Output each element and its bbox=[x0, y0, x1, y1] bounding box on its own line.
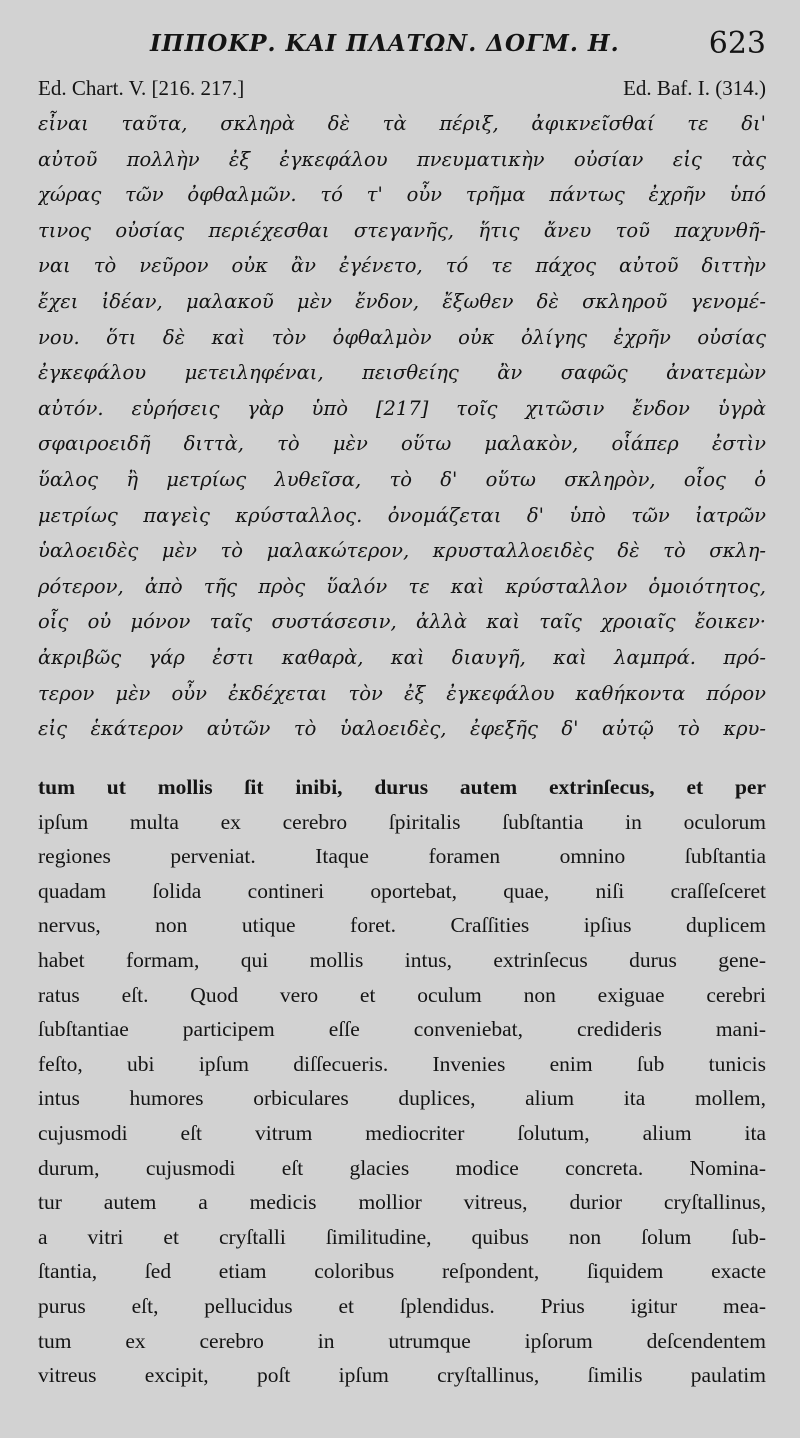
latin-text-line: a vitri et cryſtalli ſimilitudine, quibus non ſolum ſub- bbox=[38, 1224, 766, 1249]
greek-text-line: ἐγκεφάλου μετειληφέναι, πεισθείης ἂν σαφῶς ἀνατεμὼν bbox=[38, 361, 766, 385]
running-head bbox=[0, 26, 800, 70]
greek-text-line: αὐτόν. εὑρήσεις γὰρ ὑπὸ [217] τοῖς χιτῶσιν ἔνδον ὑγρὰ bbox=[38, 396, 766, 420]
greek-text-line: τερον μὲν οὖν ἐκδέχεται τὸν ἐξ ἐγκεφάλου καθήκοντα πόρον bbox=[38, 681, 766, 705]
latin-text-line: nervus, non utique foret. Craſſities ipſius duplicem bbox=[38, 913, 766, 938]
latin-text-block bbox=[38, 770, 766, 1393]
latin-text-line: vitreus excipit, poſt ipſum cryſtallinus, ſimilis paulatim bbox=[38, 1363, 766, 1388]
greek-text-line: οἷς οὐ μόνον ταῖς συστάσεσιν, ἀλλὰ καὶ ταῖς χροιαῖς ἔοικεν· bbox=[38, 610, 766, 634]
edition-reference-left: Ed. Chart. V. [216. 217.] bbox=[38, 76, 245, 100]
latin-text-line: tur autem a medicis mollior vitreus, durior cryſtallinus, bbox=[38, 1190, 766, 1215]
edition-references bbox=[38, 76, 766, 104]
latin-text-line: intus humores orbiculares duplices, alium ita mollem, bbox=[38, 1086, 766, 1111]
greek-text-line: τινος οὐσίας περιέχεσθαι στεγανῆς, ἥτις ἄνευ τοῦ παχυνθῆ- bbox=[38, 218, 766, 242]
greek-text-line: αὐτοῦ πολλὴν ἐξ ἐγκεφάλου πνευματικὴν οὐσίαν εἰς τὰς bbox=[38, 147, 766, 171]
latin-text-line: feſto, ubi ipſum diſſecueris. Invenies enim ſub tunicis bbox=[38, 1051, 766, 1076]
greek-text-line: χώρας τῶν ὀφθαλμῶν. τό τ' οὖν τρῆμα πάντως ἐχρῆν ὑπό bbox=[38, 183, 766, 207]
latin-text-line: ſtantia, ſed etiam coloribus reſpondent, ſiquidem exacte bbox=[38, 1259, 766, 1284]
greek-text-line: σφαιροειδῆ διττὰ, τὸ μὲν οὕτω μαλακὸν, οἷάπερ ἐστὶν bbox=[38, 432, 766, 456]
greek-text-line: νου. ὅτι δὲ καὶ τὸν ὀφθαλμὸν οὐκ ὀλίγης ἐχρῆν οὐσίας bbox=[38, 325, 766, 349]
latin-text-line: ratus eſt. Quod vero et oculum non exiguae cerebri bbox=[38, 982, 766, 1007]
greek-text-line: εἶναι ταῦτα, σκληρὰ δὲ τὰ πέριξ, ἀφικνεῖσθαί τε δι' bbox=[38, 112, 766, 135]
greek-text-line: ἀκριβῶς γάρ ἐστι καθαρὰ, καὶ διαυγῆ, καὶ λαμπρά. πρό- bbox=[38, 645, 766, 669]
greek-text-line: ναι τὸ νεῦρον οὐκ ἂν ἐγένετο, τό τε πάχος αὐτοῦ διττὴν bbox=[38, 254, 766, 278]
latin-text-line: durum, cujusmodi eſt glacies modice concreta. Nomina- bbox=[38, 1155, 766, 1180]
latin-text-line: ſubſtantiae participem eſſe conveniebat, credideris mani- bbox=[38, 1017, 766, 1042]
greek-text-line: εἰς ἑκάτερον αὐτῶν τὸ ὑαλοειδὲς, ἐφεξῆς δ' αὐτῷ τὸ κρυ- bbox=[38, 717, 766, 741]
latin-text-line: habet formam, qui mollis intus, extrinſecus durus gene- bbox=[38, 947, 766, 972]
page-number: 623 bbox=[708, 26, 766, 61]
latin-text-line: quadam ſolida contineri oportebat, quae, niſi craſſeſceret bbox=[38, 878, 766, 903]
latin-text-line: purus eſt, pellucidus et ſplendidus. Prius igitur mea- bbox=[38, 1293, 766, 1318]
edition-reference-right: Ed. Baf. I. (314.) bbox=[623, 76, 766, 100]
running-title: ΙΠΠΟΚΡ. ΚΑΙ ΠΛΑΤΩΝ. ΔΟΓΜ. Η. bbox=[150, 30, 620, 57]
greek-text-line: ὕαλος ἢ μετρίως λυθεῖσα, τὸ δ' οὕτω σκληρὸν, οἷος ὁ bbox=[38, 467, 766, 491]
greek-text-line: ρότερον, ἀπὸ τῆς πρὸς ὕαλόν τε καὶ κρύσταλλον ὁμοιότητος, bbox=[38, 574, 766, 598]
greek-text-line: μετρίως παγεὶς κρύσταλλος. ὀνομάζεται δ' ὑπὸ τῶν ἰατρῶν bbox=[38, 503, 766, 527]
greek-text-line: ὑαλοειδὲς μὲν τὸ μαλακώτερον, κρυσταλλοειδὲς δὲ τὸ σκλη- bbox=[38, 539, 766, 563]
greek-text-block bbox=[38, 106, 766, 747]
latin-text-line: tum ex cerebro in utrumque ipſorum deſcendentem bbox=[38, 1328, 766, 1353]
latin-text-line: ipſum multa ex cerebro ſpiritalis ſubſtantia in oculorum bbox=[38, 809, 766, 834]
latin-text-line: tum ut mollis ſit inibi, durus autem extrinſecus, et per bbox=[38, 775, 766, 799]
latin-text-line: regiones perveniat. Itaque foramen omnino ſubſtantia bbox=[38, 844, 766, 869]
greek-text-line: ἔχει ἰδέαν, μαλακοῦ μὲν ἔνδον, ἔξωθεν δὲ σκληροῦ γενομέ- bbox=[38, 289, 766, 313]
latin-text-line: cujusmodi eſt vitrum mediocriter ſolutum, alium ita bbox=[38, 1120, 766, 1145]
